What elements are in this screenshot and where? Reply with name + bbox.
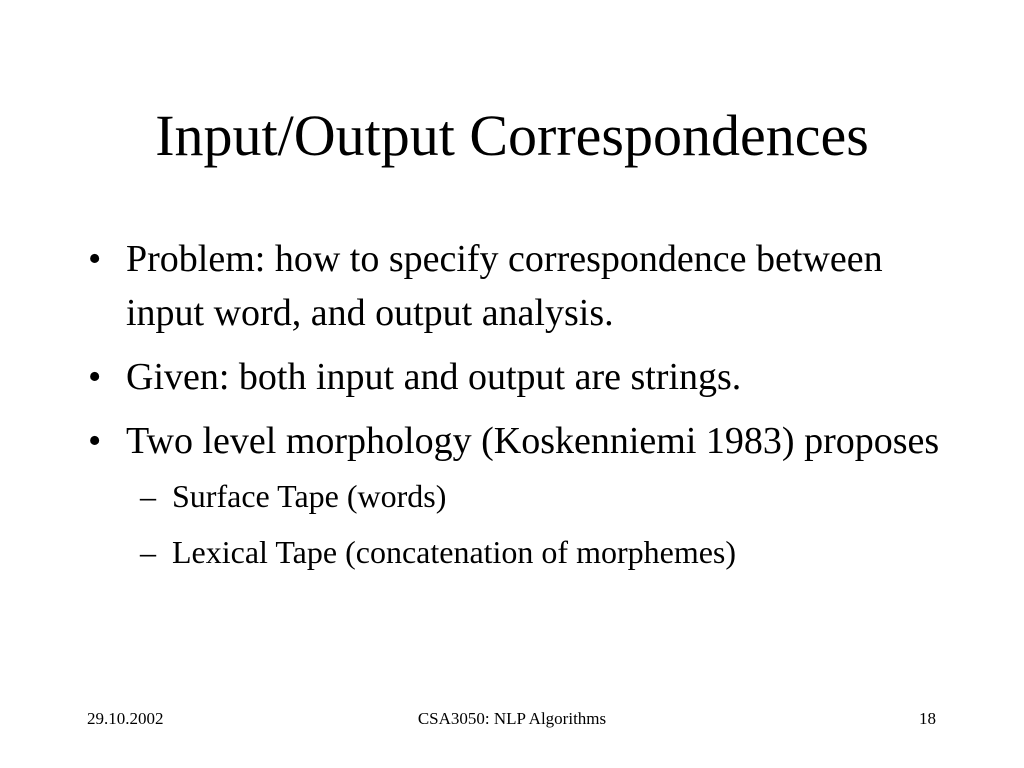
bullet-text: Problem: how to specify correspondence between input word, and output analysis. bbox=[126, 238, 883, 334]
bullet-item bbox=[88, 232, 968, 340]
slide-title: Input/Output Correspondences bbox=[155, 103, 869, 168]
sub-bullet-text: Lexical Tape (concatenation of morphemes) bbox=[172, 534, 737, 570]
sub-bullet-list bbox=[126, 474, 968, 574]
bullet-item bbox=[88, 350, 968, 404]
footer-date: 29.10.2002 bbox=[87, 709, 164, 728]
footer-page-number: 18 bbox=[919, 709, 936, 728]
dash-icon: – bbox=[140, 478, 156, 514]
sub-bullet-item bbox=[126, 530, 968, 574]
bullet-list bbox=[88, 232, 968, 586]
bullet-text: Two level morphology (Koskenniemi 1983) proposes bbox=[126, 420, 940, 462]
bullet-icon: • bbox=[88, 356, 102, 398]
sub-bullet-item bbox=[126, 474, 968, 518]
sub-bullet-text: Surface Tape (words) bbox=[172, 478, 447, 514]
bullet-icon: • bbox=[88, 238, 102, 280]
footer-course: CSA3050: NLP Algorithms bbox=[417, 709, 607, 728]
dash-icon: – bbox=[140, 534, 156, 570]
bullet-text: Given: both input and output are strings. bbox=[126, 356, 742, 398]
bullet-icon: • bbox=[88, 420, 102, 462]
bullet-item bbox=[88, 414, 968, 574]
